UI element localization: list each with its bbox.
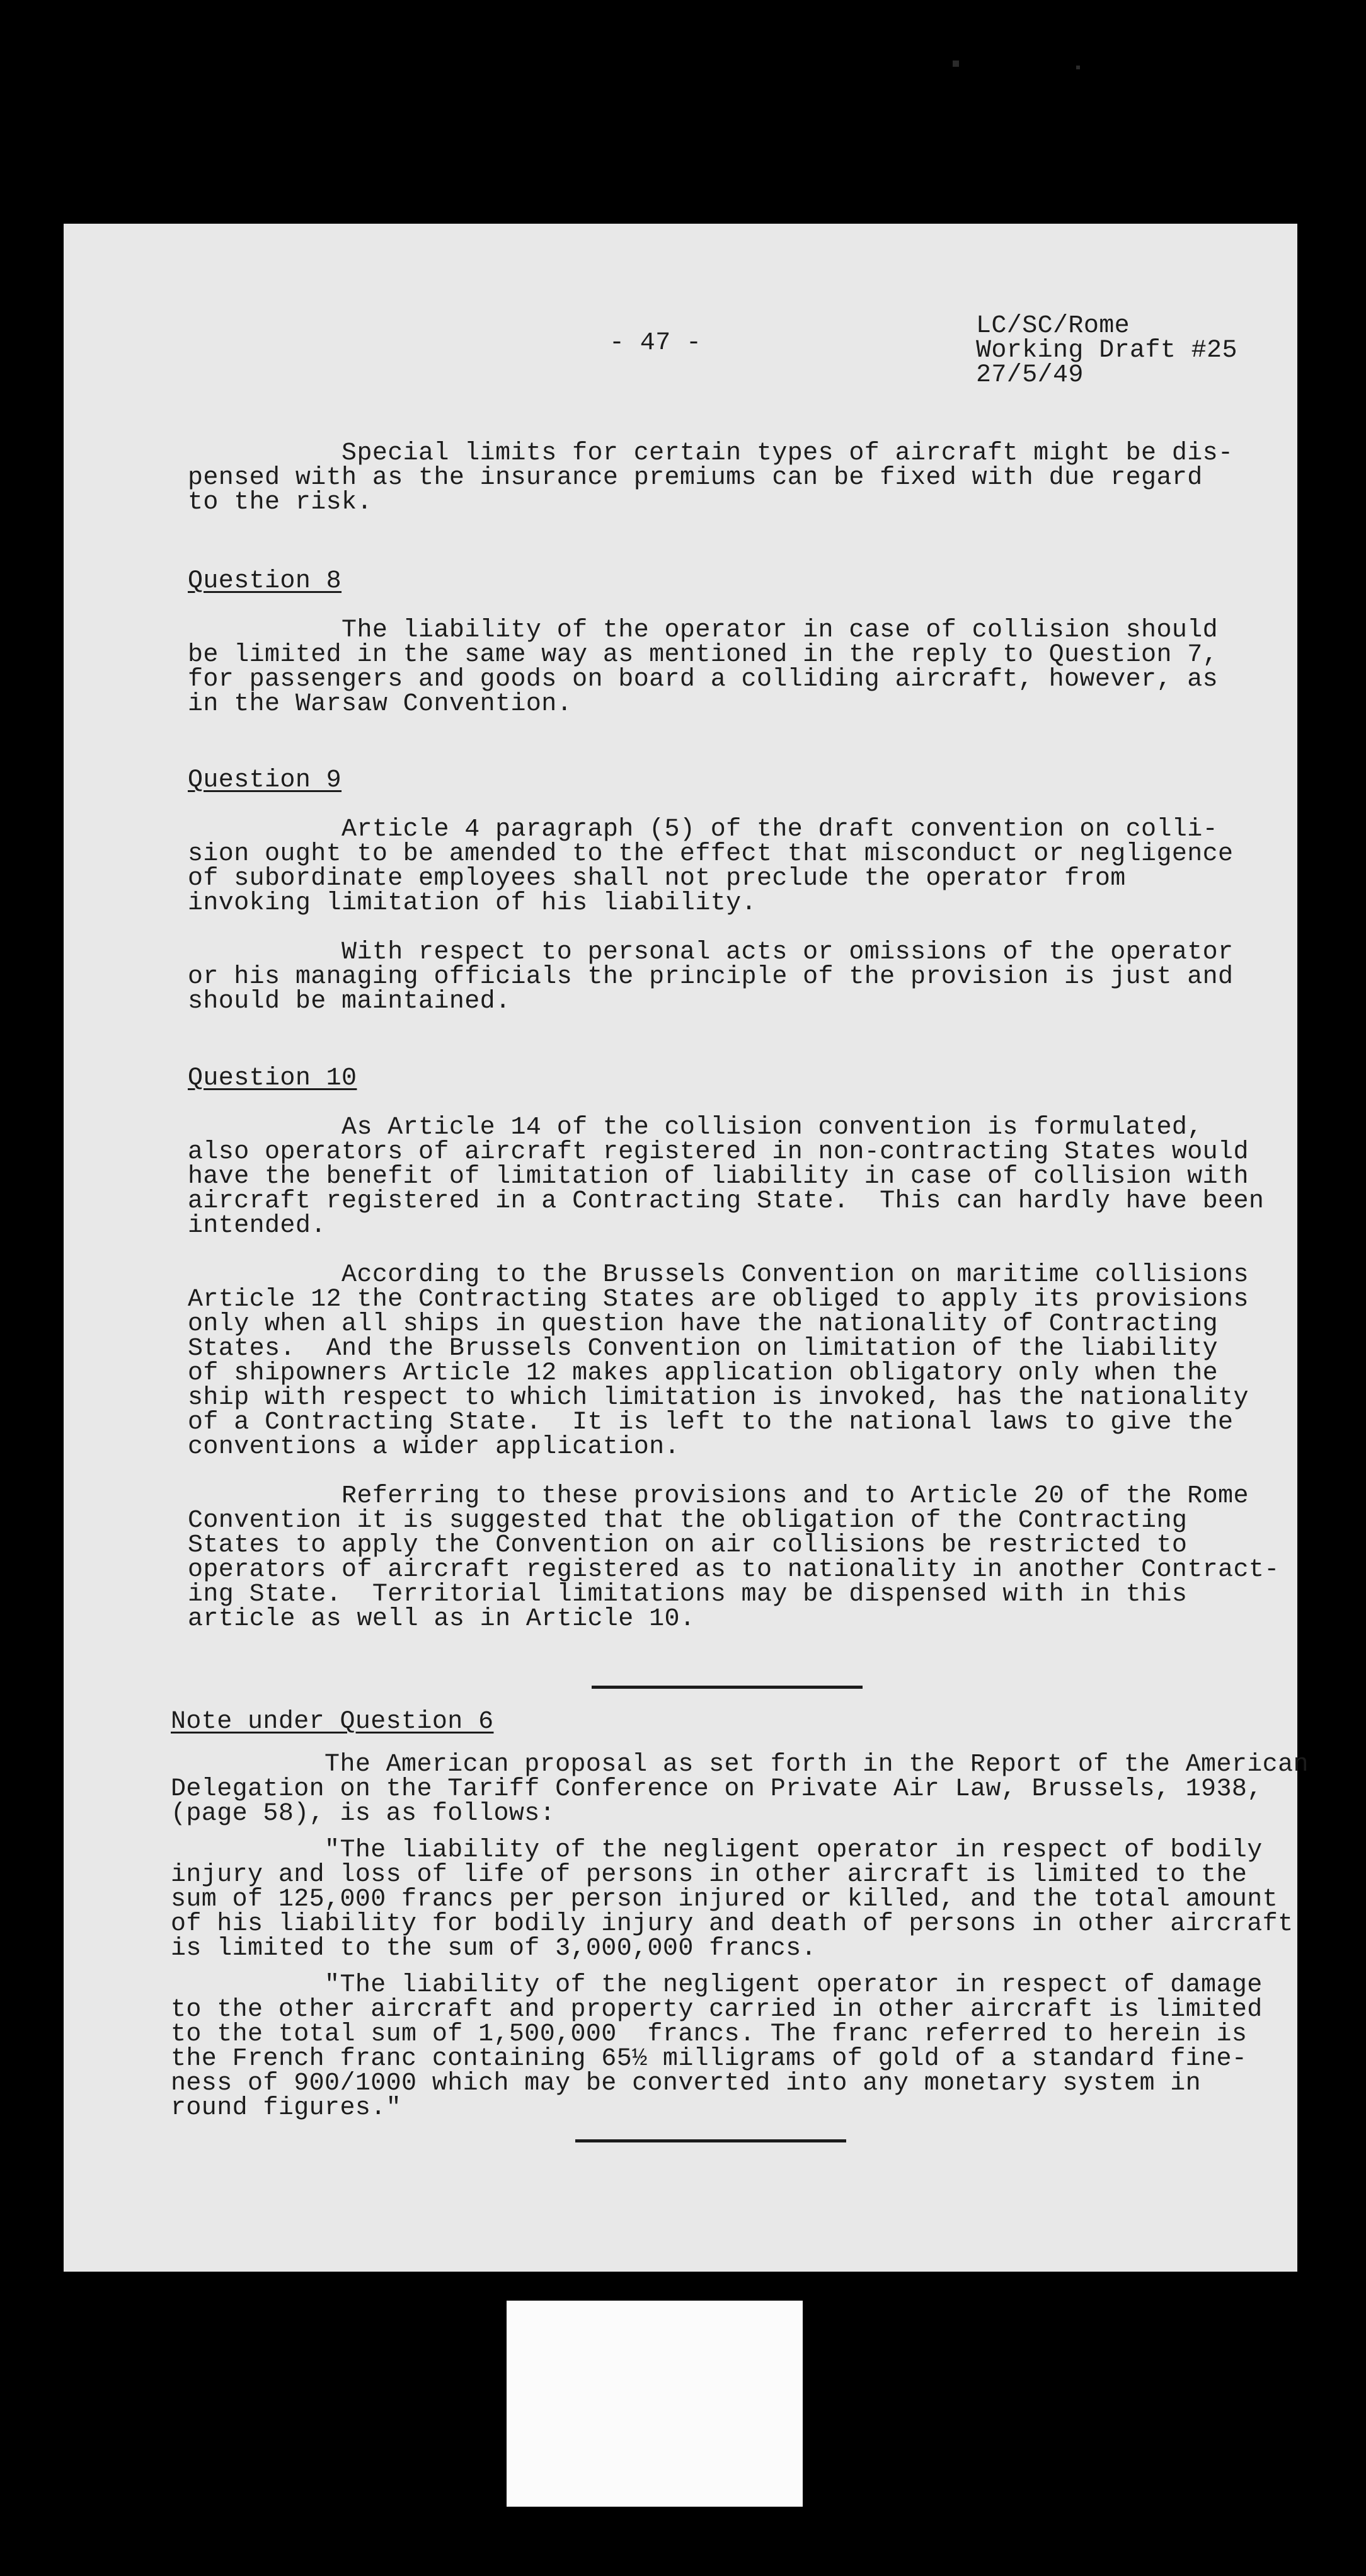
- body-line: invoking limitation of his liability.: [188, 889, 757, 917]
- note-line: The American proposal as set forth in the Report of the American: [171, 1751, 1309, 1779]
- ref-line-3: 27/5/49: [976, 361, 1084, 389]
- body-line: only when all ships in question have the nationality of Contracting: [188, 1310, 1219, 1338]
- body-line: of shipowners Article 12 makes application obligatory only when the: [188, 1359, 1219, 1388]
- body-line: As Article 14 of the collision convention is formulated,: [188, 1113, 1203, 1142]
- body-line: ing State. Territorial limitations may be dispensed with in this: [188, 1580, 1188, 1609]
- section-divider: [592, 1686, 863, 1689]
- intro-line: Special limits for certain types of aircraft might be dis-: [188, 439, 1234, 468]
- page-number: - 47 -: [609, 329, 702, 357]
- note-line: (page 58), is as follows:: [171, 1800, 556, 1828]
- body-line: or his managing officials the principle of the provision is just and: [188, 963, 1234, 991]
- body-line: conventions a wider application.: [188, 1433, 680, 1461]
- note-line: of his liability for bodily injury and death of persons in other aircraft: [171, 1910, 1294, 1938]
- scan-speck: [953, 60, 959, 67]
- body-line: sion ought to be amended to the effect that misconduct or negligence: [188, 840, 1234, 868]
- body-line: article as well as in Article 10.: [188, 1605, 696, 1633]
- note-line: "The liability of the negligent operator in respect of bodily: [171, 1836, 1263, 1865]
- body-line: ship with respect to which limitation is invoked, has the nationality: [188, 1384, 1249, 1412]
- body-line: in the Warsaw Convention.: [188, 690, 573, 718]
- note-line: sum of 125,000 francs per person injured or killed, and the total amount: [171, 1885, 1278, 1914]
- body-line: States to apply the Convention on air collisions be restricted to: [188, 1531, 1188, 1560]
- document-page: [64, 224, 1309, 2272]
- note-line: is limited to the sum of 3,000,000 francs.: [171, 1935, 817, 1963]
- body-line: Referring to these provisions and to Article 20 of the Rome: [188, 1482, 1249, 1510]
- body-line: also operators of aircraft registered in non-contracting States would: [188, 1138, 1249, 1166]
- body-line: for passengers and goods on board a colliding aircraft, however, as: [188, 665, 1219, 694]
- heading-question-9: Question 9: [188, 766, 342, 795]
- blank-card: [507, 2301, 803, 2507]
- body-line: be limited in the same way as mentioned in the reply to Question 7,: [188, 641, 1219, 669]
- body-line: According to the Brussels Convention on maritime collisions: [188, 1261, 1249, 1289]
- ref-line-1: LC/SC/Rome: [976, 312, 1130, 340]
- intro-line: pensed with as the insurance premiums can be fixed with due regard: [188, 464, 1203, 492]
- body-line: Article 12 the Contracting States are obliged to apply its provisions: [188, 1285, 1249, 1314]
- body-line: should be maintained.: [188, 987, 511, 1016]
- body-line: aircraft registered in a Contracting State. This can hardly have been: [188, 1187, 1265, 1216]
- note-line: to the total sum of 1,500,000 francs. The franc referred to herein is: [171, 2020, 1248, 2049]
- heading-question-8: Question 8: [188, 567, 342, 595]
- note-line: injury and loss of life of persons in other aircraft is limited to the: [171, 1861, 1248, 1889]
- body-line: operators of aircraft registered as to nationality in another Contract-: [188, 1556, 1280, 1584]
- body-line: States. And the Brussels Convention on limitation of the liability: [188, 1335, 1219, 1363]
- note-line: "The liability of the negligent operator in respect of damage: [171, 1971, 1263, 1999]
- closing-divider: [575, 2139, 846, 2142]
- note-line: ness of 900/1000 which may be converted into any monetary system in: [171, 2069, 1202, 2098]
- body-line: With respect to personal acts or omissions of the operator: [188, 938, 1234, 967]
- intro-line: to the risk.: [188, 488, 372, 517]
- body-line: have the benefit of limitation of liability in case of collision with: [188, 1163, 1249, 1191]
- body-line: of a Contracting State. It is left to the national laws to give the: [188, 1408, 1234, 1437]
- body-line: intended.: [188, 1212, 326, 1240]
- note-line: to the other aircraft and property carried in other aircraft is limited: [171, 1996, 1263, 2024]
- note-line: round figures.": [171, 2094, 402, 2122]
- body-line: of subordinate employees shall not preclude the operator from: [188, 865, 1126, 893]
- scan-speck: [1076, 66, 1080, 69]
- body-line: Convention it is suggested that the obligation of the Contracting: [188, 1507, 1188, 1535]
- ref-line-2: Working Draft #25: [976, 336, 1237, 365]
- heading-question-10: Question 10: [188, 1064, 357, 1093]
- body-line: Article 4 paragraph (5) of the draft convention on colli-: [188, 815, 1219, 844]
- note-line: the French franc containing 65½ milligrams of gold of a standard fine-: [171, 2045, 1248, 2073]
- note-line: Delegation on the Tariff Conference on Private Air Law, Brussels, 1938,: [171, 1775, 1263, 1803]
- heading-note: Note under Question 6: [171, 1708, 494, 1736]
- body-line: The liability of the operator in case of collision should: [188, 616, 1219, 645]
